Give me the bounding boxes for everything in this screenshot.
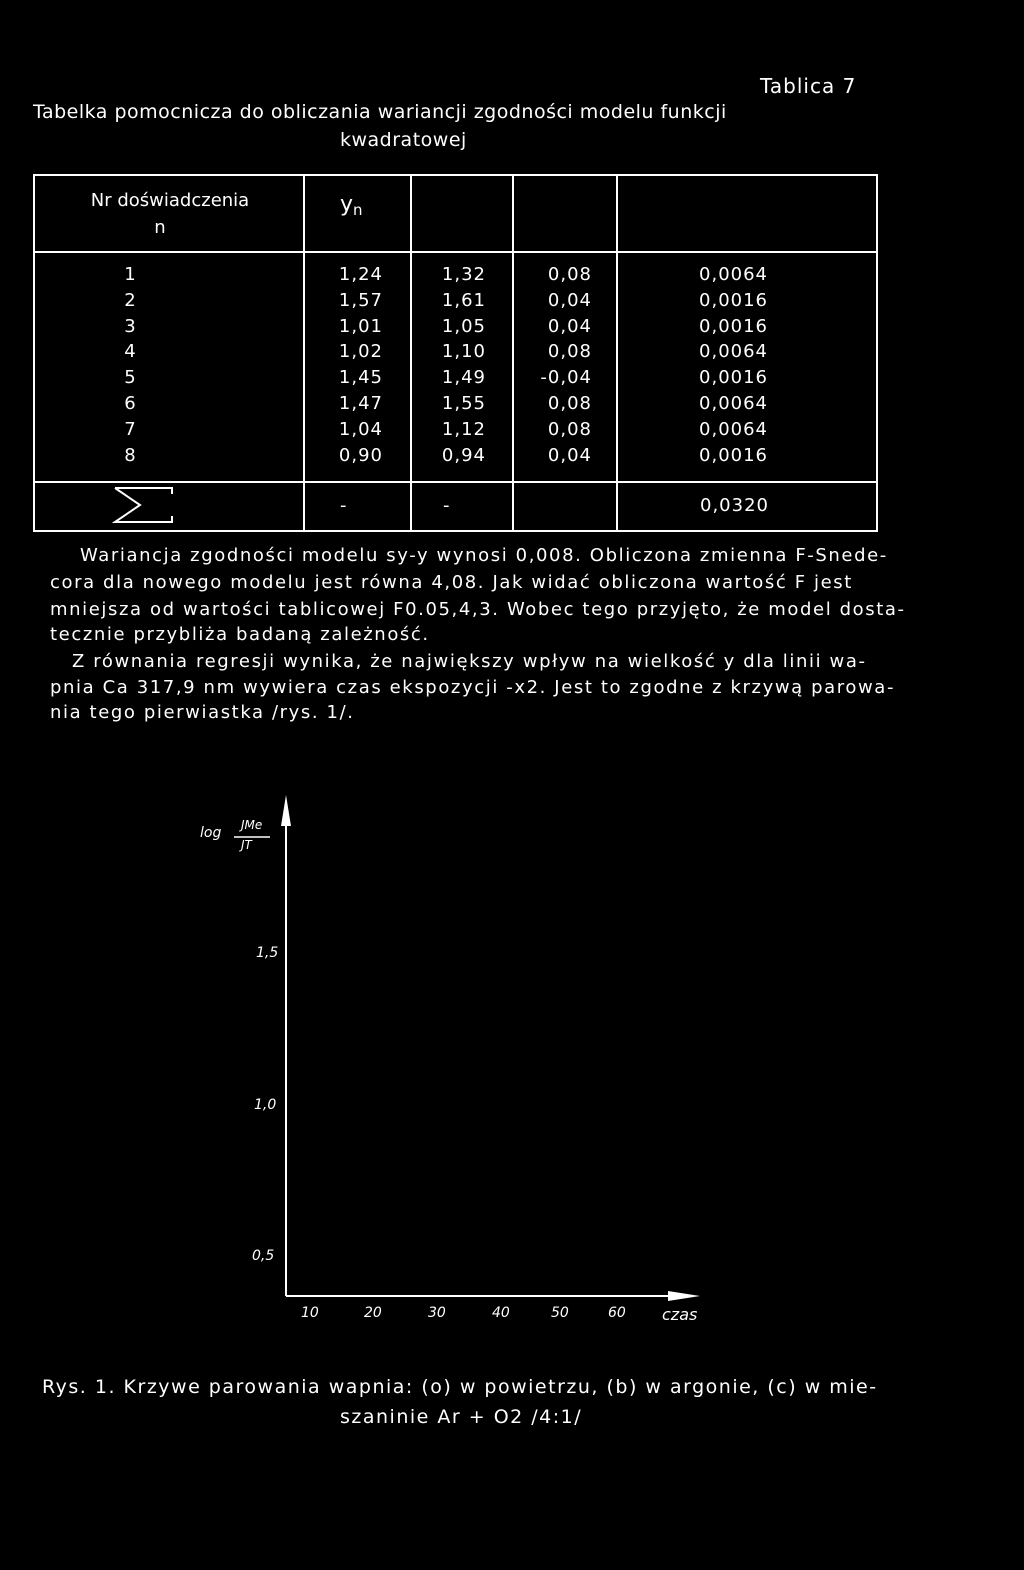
table-cell-n: 4 [124,341,136,363]
paragraph1-line3: mniejsza od wartości tablicowej F0.05,4,3. Wobec tego przyjęto, że model dosta- [50,599,906,620]
table-cell-c3: 1,55 [441,393,486,414]
y-tick-1-0: 1,0 [254,1097,277,1113]
y-tick-1-5: 1,5 [256,945,279,961]
x-tick-60: 60 [608,1305,626,1321]
table-cell-c4: 0,08 [547,418,592,440]
table-cell-c5: 0,0016 [699,289,768,311]
table-title-line2: kwadratowej [340,129,467,151]
table-cell-n: 3 [124,315,136,337]
table-cell-c5: 0,0064 [699,341,768,363]
header-yn: yn [340,192,363,219]
x-tick-40: 40 [492,1305,510,1321]
table-cell-c4: 0,04 [547,444,592,466]
table-title-line1: Tabelka pomocnicza do obliczania wariancji zgodności modelu funkcji [33,101,727,123]
x-axis-label: czas [662,1305,698,1324]
figure-caption-line2: szaninie Ar + O2 /4:1/ [340,1406,583,1428]
table-cell-c3: 0,94 [441,444,486,466]
table-cell-c4: 0,08 [547,264,592,285]
table-cell-yn: 1,02 [338,341,383,363]
table-cell-n: 5 [124,367,136,389]
table-cell-yn: 0,90 [338,444,383,466]
table-cell-n: 1 [124,264,136,285]
figure-caption-line1: Rys. 1. Krzywe parowania wapnia: (o) w powietrzu, (b) w argonie, (c) w mie- [42,1376,878,1398]
x-tick-10: 10 [301,1305,319,1321]
table-cell-c4: 0,04 [547,315,592,337]
table-cell-n: 2 [124,289,136,311]
table-cell-c3: 1,05 [441,315,486,337]
table-cell-yn: 1,45 [338,367,383,389]
x-tick-20: 20 [364,1305,382,1321]
table-cell-n: 7 [124,418,136,440]
table-cell-c3: 1,32 [441,264,486,285]
table-cell-n: 6 [124,393,136,414]
paragraph1-line1: Wariancja zgodności modelu sy-y wynosi 0,008. Obliczona zmienna F-Snede- [80,545,888,566]
table-cell-yn: 1,04 [338,418,383,440]
table-cell-c5: 0,0016 [699,367,768,389]
table-cell-c5: 0,0016 [699,444,768,466]
sum-yn: - [340,495,348,516]
table-cell-c3: 1,12 [441,418,486,440]
sum-col5: 0,0320 [700,495,769,516]
table-cell-c3: 1,61 [441,289,486,311]
table-cell-c4: 0,08 [547,393,592,414]
table-cell-n: 8 [124,444,136,466]
paragraph2-line3: nia tego pierwiastka /rys. 1/. [50,702,355,723]
table-cell-c4: 0,08 [547,341,592,363]
paragraph2-line2: pnia Ca 317,9 nm wywiera czas ekspozycji -x2. Jest to zgodne z krzywą parowa- [50,677,896,698]
table-cell-c3: 1,10 [441,341,486,363]
table-cell-yn: 1,57 [338,289,383,311]
table-cell-c5: 0,0064 [699,393,768,414]
x-tick-30: 30 [428,1305,446,1321]
header-experiment-n: n [154,217,166,238]
header-experiment-no: Nr doświadczenia [90,190,250,211]
table-cell-c5: 0,0064 [699,264,768,285]
y-tick-0-5: 0,5 [252,1248,275,1264]
table-cell-c5: 0,0064 [699,418,768,440]
y-axis-label-numerator: JMe [241,818,263,832]
sum-col3: - [443,495,451,516]
table-cell-c5: 0,0016 [699,315,768,337]
table-cell-c4: 0,04 [547,289,592,311]
x-tick-50: 50 [551,1305,569,1321]
table-cell-c4: -0,04 [540,367,592,389]
y-axis-label-denominator: JT [241,838,252,852]
y-axis-label-prefix: log [200,825,222,841]
table-cell-yn: 1,24 [338,264,383,285]
table-cell-yn: 1,47 [338,393,383,414]
paragraph2-line1: Z równania regresji wynika, że największy wpływ na wielkość y dla linii wa- [72,651,867,672]
paragraph1-line2: cora dla nowego modelu jest równa 4,08. Jak widać obliczona wartość F jest [50,572,853,593]
table-cell-c3: 1,49 [441,367,486,389]
table-number-label: Tablica 7 [760,74,857,98]
table-cell-yn: 1,01 [338,315,383,337]
paragraph1-line4: tecznie przybliża badaną zależność. [50,624,430,645]
